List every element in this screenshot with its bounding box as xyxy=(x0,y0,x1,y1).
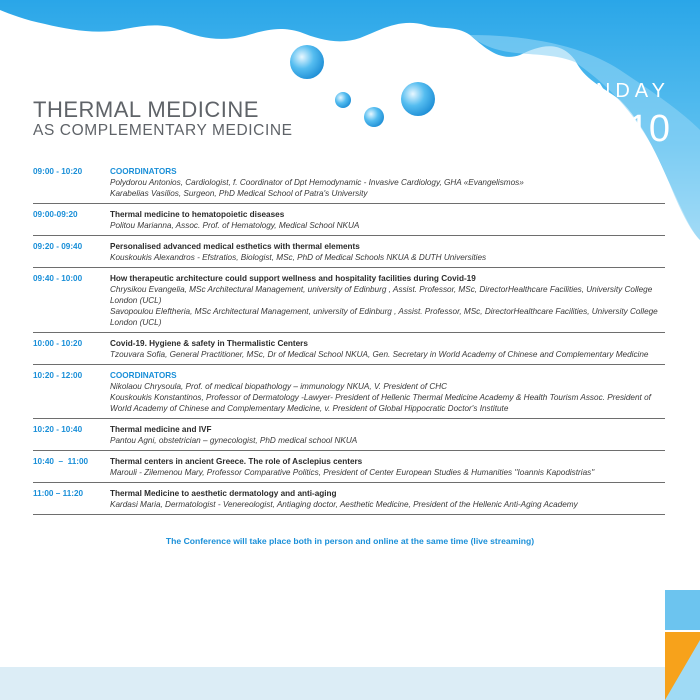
session-time: 09:00-09:20 xyxy=(33,210,78,219)
speaker-line: Tzouvara Sofia, General Practitioner, MSc, Dr of Medical School NKUA, Gen. Secretary in World Academy of Chinese and Complementary Medicine xyxy=(110,350,649,359)
session-time: 09:00 - 10:20 xyxy=(33,167,83,176)
speaker-line: Savopoulou Eleftheria, MSc Architectural Management, university of Edinburg , Assist. Professor, MSc, DirectorHealthcare Facilities, University College London (UCL) xyxy=(110,307,658,327)
heading-title: THERMAL MEDICINE xyxy=(33,97,259,122)
month-number: 10 xyxy=(627,108,670,150)
session-title: Thermal medicine to hematopoietic diseases xyxy=(110,210,285,219)
session-title: Thermal Medicine to aesthetic dermatology and anti-aging xyxy=(110,489,337,498)
session-time: 11:00 – 11:20 xyxy=(33,489,84,498)
session-content xyxy=(110,370,665,414)
session-title: Thermal centers in ancient Greece. The role of Asclepius centers xyxy=(110,457,363,466)
session-title: COORDINATORS xyxy=(110,371,177,380)
session-title: Personalised advanced medical esthetics with thermal elements xyxy=(110,242,360,251)
session-content xyxy=(110,241,665,263)
schedule-row xyxy=(33,423,665,451)
speaker-line: Kouskoukis Alexandros - Efstratios, Biologist, MSc, PhD of Medical Schools NKUA & DUTH Universities xyxy=(110,253,487,262)
session-content xyxy=(110,273,665,328)
conference-note: The Conference will take place both in person and online at the same time (live streaming) xyxy=(165,536,535,546)
speaker-line: Marouli - Zilemenou Mary, Professor Comparative Politics, President of Center European Studies & Humanities ''Ioannis Kapodistrias'' xyxy=(110,468,595,477)
session-title: Thermal medicine and IVF xyxy=(110,425,212,434)
speaker-line: Pantou Agni, obstetrician – gynecologist, PhD medical school NKUA xyxy=(110,436,358,445)
day-name: SUNDAY xyxy=(558,80,670,102)
bottom-band xyxy=(0,667,700,700)
session-content xyxy=(110,456,665,478)
speaker-line: Karabelias Vasilios, Surgeon, PhD Medical School of Patra's University xyxy=(110,189,368,198)
speaker-line: Kouskoukis Konstantinos, Professor of Dermatology -Lawyer- President of Hellenic Thermal Medicine Academy & Health Tourism Assoc. President of World Academy of Chinese and Complementary Medicine, v. President of Global Hippocratic Doctor's Institute xyxy=(110,393,651,413)
schedule-row xyxy=(33,455,665,483)
heading-subtitle: AS COMPLEMENTARY MEDICINE xyxy=(33,122,293,139)
session-title: How therapeutic architecture could support wellness and hospitality facilities during Covid-19 xyxy=(110,274,476,283)
session-content xyxy=(110,338,665,360)
date-block xyxy=(558,79,670,151)
schedule-row xyxy=(33,369,665,419)
session-content xyxy=(110,166,665,199)
speaker-line: Chrysikou Evangelia, MSc Architectural Management, university of Edinburg , Assist. Professor, MSc, DirectorHealthcare Facilities, University College London (UCL) xyxy=(110,285,653,305)
session-time: 09:20 - 09:40 xyxy=(33,242,83,251)
date-separator xyxy=(618,110,620,148)
corner-decoration xyxy=(665,590,700,700)
page-heading xyxy=(33,99,293,141)
session-time: 10:20 - 12:00 xyxy=(33,371,83,380)
session-content xyxy=(110,209,665,231)
session-content xyxy=(110,424,665,446)
speaker-line: Nikolaou Chrysoula, Prof. of medical biopathology – immunology NKUA, V. President of CHC xyxy=(110,382,448,391)
schedule-row xyxy=(33,208,665,236)
session-time: 10:40 – 11:00 xyxy=(33,457,89,466)
session-content xyxy=(110,488,665,510)
session-time: 10:20 - 10:40 xyxy=(33,425,83,434)
session-title: Covid-19. Hygiene & safety in Thermalistic Centers xyxy=(110,339,308,348)
session-title: COORDINATORS xyxy=(110,167,177,176)
day-number: 11 xyxy=(569,108,610,150)
schedule-list xyxy=(33,165,665,515)
schedule-row xyxy=(33,272,665,333)
speaker-line: Politou Marianna, Assoc. Prof. of Hematology, Medical School NKUA xyxy=(110,221,360,230)
schedule-row xyxy=(33,240,665,268)
speaker-line: Kardasi Maria, Dermatologist - Venereologist, Antiaging doctor, Aesthetic Medicine, President of the Hellenic Anti-Aging Academy xyxy=(110,500,578,509)
schedule-row xyxy=(33,337,665,365)
session-time: 10:00 - 10:20 xyxy=(33,339,83,348)
schedule-row xyxy=(33,487,665,515)
date-number xyxy=(558,107,670,151)
schedule-row xyxy=(33,165,665,204)
speaker-line: Polydorou Antonios, Cardiologist, f. Coordinator of Dpt Hemodynamic - Invasive Cardiology, GHA «Evangelismos» xyxy=(110,178,524,187)
session-time: 09:40 - 10:00 xyxy=(33,274,83,283)
